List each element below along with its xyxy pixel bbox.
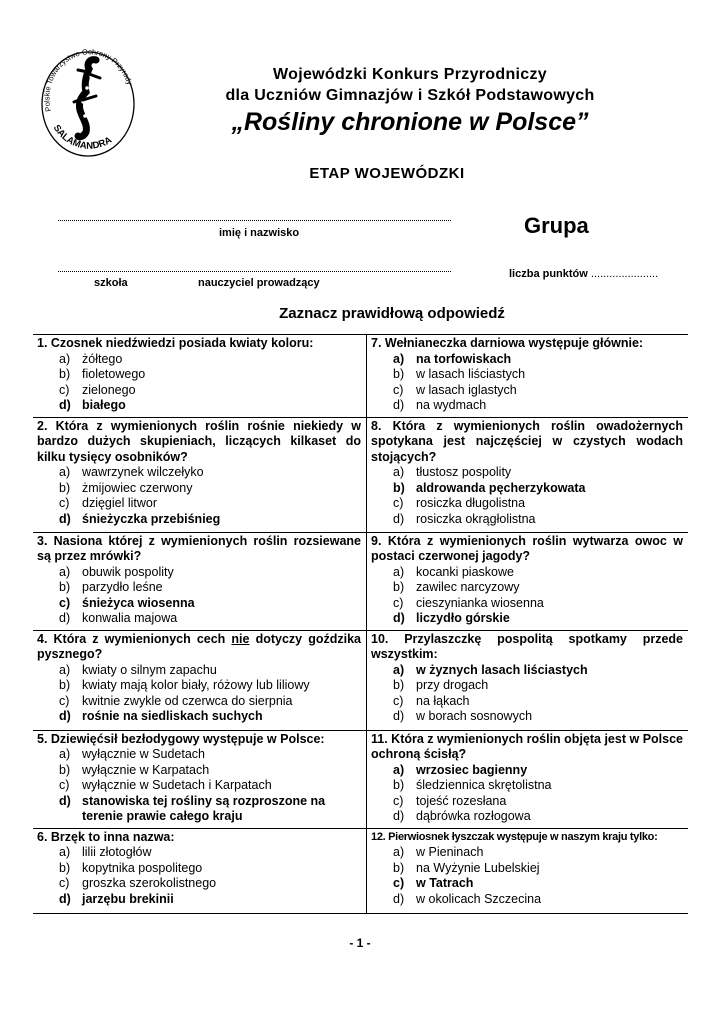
question-row bbox=[33, 730, 688, 828]
answer-option-correct[interactable] bbox=[371, 663, 683, 679]
option-text: w borach sosnowych bbox=[416, 709, 533, 723]
option-marker: d) bbox=[59, 709, 71, 723]
question-text: 12. Pierwiosnek łyszczak występuje w naszym kraju tylko: bbox=[371, 830, 658, 843]
option-text: liczydło górskie bbox=[416, 611, 510, 625]
answer-option[interactable] bbox=[371, 465, 683, 481]
question-text: 5. Dziewięćsił bezłodygowy występuje w Polsce: bbox=[37, 731, 325, 746]
answer-option[interactable] bbox=[371, 694, 683, 710]
option-marker: a) bbox=[393, 465, 405, 479]
question-cell bbox=[367, 730, 689, 828]
option-marker: d) bbox=[59, 398, 71, 412]
option-text: w lasach liściastych bbox=[416, 367, 526, 381]
instruction: Zaznacz prawidłową odpowiedź bbox=[279, 305, 505, 322]
option-text: wawrzynek wilczełyko bbox=[82, 465, 204, 479]
option-marker: d) bbox=[393, 511, 405, 526]
answer-option[interactable] bbox=[371, 892, 683, 908]
option-marker: d) bbox=[59, 793, 71, 808]
option-text: na Wyżynie Lubelskiej bbox=[416, 860, 540, 875]
option-marker: d) bbox=[393, 709, 405, 723]
option-marker: d) bbox=[59, 511, 71, 526]
option-marker: a) bbox=[59, 747, 71, 761]
answer-option-correct[interactable] bbox=[371, 763, 683, 779]
option-marker: c) bbox=[59, 382, 70, 397]
option-text: tojeść rozesłana bbox=[416, 793, 507, 808]
option-text: na łąkach bbox=[416, 693, 470, 708]
option-marker: c) bbox=[59, 778, 70, 792]
option-marker: c) bbox=[393, 693, 404, 708]
option-marker: c) bbox=[393, 595, 404, 610]
option-text: kwitnie zwykle od czerwca do sierpnia bbox=[82, 693, 293, 708]
option-text: rosiczka okrągłolistna bbox=[416, 511, 536, 526]
option-text: w okolicach Szczecina bbox=[416, 891, 542, 906]
answer-option[interactable] bbox=[37, 611, 361, 627]
option-marker: a) bbox=[59, 845, 71, 859]
answer-option[interactable] bbox=[37, 763, 361, 779]
question-cell bbox=[33, 828, 367, 913]
option-text: zawilec narcyzowy bbox=[416, 580, 520, 594]
option-text: obuwik pospolity bbox=[82, 564, 174, 579]
school-label: szkoła bbox=[94, 277, 128, 289]
answer-option[interactable] bbox=[371, 496, 683, 512]
option-text: groszka szerokolistnego bbox=[82, 876, 217, 890]
option-text: cieszynianka wiosenna bbox=[416, 595, 544, 610]
option-marker: c) bbox=[59, 693, 70, 708]
option-marker: c) bbox=[393, 793, 404, 808]
answer-option[interactable] bbox=[37, 678, 361, 694]
option-text: kwiaty o silnym zapachu bbox=[82, 662, 217, 677]
svg-text:SALAMANDRA: SALAMANDRA bbox=[50, 122, 114, 152]
option-marker: c) bbox=[393, 382, 404, 397]
question-row bbox=[33, 828, 688, 913]
points-dots: ...................... bbox=[590, 268, 659, 280]
option-text: kwiaty mają kolor biały, różowy lub liliowy bbox=[82, 678, 310, 692]
option-text: na torfowiskach bbox=[416, 351, 512, 366]
option-marker: b) bbox=[59, 480, 71, 495]
question-text-part: dotyczy goździka pysznego? bbox=[37, 631, 361, 661]
option-marker: d) bbox=[59, 611, 71, 625]
stage-label: ETAP WOJEWÓDZKI bbox=[309, 165, 465, 182]
option-text: dąbrówka rozłogowa bbox=[416, 809, 531, 823]
option-text: wyłącznie w Sudetach bbox=[82, 747, 205, 761]
answer-option-correct[interactable] bbox=[37, 709, 361, 725]
option-marker: a) bbox=[59, 351, 71, 366]
option-text: przy drogach bbox=[416, 678, 489, 692]
answer-option[interactable] bbox=[37, 383, 361, 399]
option-text: rosiczka długolistna bbox=[416, 496, 526, 510]
option-text: żółtego bbox=[82, 351, 123, 366]
answer-option[interactable] bbox=[37, 694, 361, 710]
option-marker: b) bbox=[59, 860, 71, 875]
answer-option[interactable] bbox=[371, 367, 683, 383]
answer-option[interactable] bbox=[371, 794, 683, 810]
option-marker: c) bbox=[59, 496, 70, 510]
question-row bbox=[33, 630, 688, 730]
option-marker: d) bbox=[393, 809, 405, 823]
contest-title: „Rośliny chronione w Polsce” bbox=[231, 108, 589, 136]
option-marker: b) bbox=[59, 678, 71, 692]
option-marker: c) bbox=[59, 595, 71, 610]
question-text: 10. Przylaszczkę pospolitą spotkamy przede wszystkim: bbox=[371, 631, 683, 661]
option-marker: b) bbox=[59, 367, 71, 381]
option-marker: d) bbox=[393, 611, 405, 625]
option-marker: a) bbox=[393, 564, 405, 579]
question-cell bbox=[367, 828, 689, 913]
question-text: 2. Która z wymienionych roślin rośnie niekiedy w bardzo dużych skupieniach, liczących kilkaset do kilku tysięcy osobników? bbox=[37, 418, 361, 464]
option-text: dzięgiel litwor bbox=[82, 496, 158, 510]
option-marker: a) bbox=[393, 762, 405, 777]
option-text: tłustosz pospolity bbox=[416, 465, 512, 479]
svg-text:Polskie Towarzystwo Ochrony Pr: Polskie Towarzystwo Ochrony Przyrody bbox=[42, 47, 135, 113]
answer-option[interactable] bbox=[37, 565, 361, 581]
option-text: śnieżyczka przebiśnieg bbox=[82, 511, 221, 526]
option-marker: a) bbox=[393, 662, 405, 677]
answer-option[interactable] bbox=[371, 398, 683, 414]
contest-heading bbox=[150, 64, 670, 106]
answer-option[interactable] bbox=[371, 596, 683, 612]
option-marker: b) bbox=[393, 580, 405, 594]
answer-option-correct[interactable] bbox=[37, 892, 361, 908]
question-text: 6. Brzęk to inna nazwa: bbox=[37, 829, 175, 844]
question-cell bbox=[367, 532, 689, 630]
points-label: liczba punktów bbox=[509, 268, 588, 280]
option-marker: a) bbox=[393, 351, 405, 366]
option-marker: a) bbox=[59, 465, 71, 479]
answer-option[interactable] bbox=[37, 861, 361, 877]
option-marker: c) bbox=[393, 496, 404, 510]
option-text: na wydmach bbox=[416, 398, 487, 412]
question-text: 9. Która z wymienionych roślin wytwarza owoc w postaci czerwonej jagody? bbox=[371, 533, 683, 563]
question-text: 1. Czosnek niedźwiedzi posiada kwiaty koloru: bbox=[37, 336, 314, 350]
option-text: białego bbox=[82, 398, 126, 412]
option-text: wyłącznie w Karpatach bbox=[82, 762, 210, 777]
answer-option[interactable] bbox=[37, 367, 361, 383]
answer-option[interactable] bbox=[37, 580, 361, 596]
questions-table bbox=[33, 334, 688, 914]
option-marker: b) bbox=[59, 580, 71, 594]
answer-option[interactable] bbox=[371, 778, 683, 794]
school-teacher-line[interactable] bbox=[58, 271, 451, 272]
answer-option[interactable] bbox=[37, 481, 361, 497]
option-marker: a) bbox=[59, 662, 71, 677]
answer-option[interactable] bbox=[371, 580, 683, 596]
option-text: śledziennica skrętolistna bbox=[416, 778, 552, 792]
option-text: wrzosiec bagienny bbox=[416, 762, 528, 777]
option-text: jarzębu brekinii bbox=[82, 891, 174, 906]
question-text: 7. Wełnianeczka darniowa występuje głównie: bbox=[371, 336, 644, 350]
option-text: wyłącznie w Sudetach i Karpatach bbox=[82, 778, 272, 792]
answer-option[interactable] bbox=[37, 496, 361, 512]
name-label: imię i nazwisko bbox=[219, 227, 300, 239]
option-text: konwalia majowa bbox=[82, 611, 178, 625]
option-text: stanowiska tej rośliny są rozproszone na terenie prawie całego kraju bbox=[82, 793, 326, 823]
option-marker: d) bbox=[393, 398, 405, 412]
option-marker: b) bbox=[393, 367, 405, 381]
option-marker: d) bbox=[393, 891, 405, 906]
option-marker: d) bbox=[59, 891, 71, 906]
answer-option[interactable] bbox=[37, 876, 361, 892]
option-marker: b) bbox=[393, 678, 405, 692]
group-label: Grupa bbox=[524, 213, 589, 238]
question-text bbox=[37, 632, 361, 663]
question-cell bbox=[367, 417, 689, 532]
answer-option-correct[interactable] bbox=[37, 398, 361, 414]
question-cell bbox=[33, 730, 367, 828]
answer-option[interactable] bbox=[371, 809, 683, 825]
answer-option[interactable] bbox=[371, 709, 683, 725]
question-text-part: 4. Która z wymienionych cech bbox=[37, 631, 232, 646]
question-cell bbox=[33, 417, 367, 532]
answer-option-correct[interactable] bbox=[371, 876, 683, 892]
option-text: parzydło leśne bbox=[82, 580, 163, 594]
option-text: rośnie na siedliskach suchych bbox=[82, 709, 263, 723]
option-text: lilii złotogłów bbox=[82, 845, 152, 859]
answer-option[interactable] bbox=[371, 678, 683, 694]
heading-line-1: Wojewódzki Konkurs Przyrodniczy bbox=[273, 66, 547, 83]
option-text: kocanki piaskowe bbox=[416, 564, 514, 579]
option-marker: b) bbox=[393, 480, 405, 495]
answer-option-correct[interactable] bbox=[371, 611, 683, 627]
option-marker: b) bbox=[59, 762, 71, 777]
page-number: - 1 - bbox=[349, 936, 371, 950]
answer-option-correct[interactable] bbox=[371, 481, 683, 497]
option-text: w lasach iglastych bbox=[416, 382, 517, 397]
question-text: 3. Nasiona której z wymienionych roślin rozsiewane są przez mrówki? bbox=[37, 533, 361, 563]
answer-option-correct[interactable] bbox=[37, 596, 361, 612]
question-row bbox=[33, 532, 688, 630]
question-cell bbox=[33, 532, 367, 630]
heading-line-2: dla Uczniów Gimnazjów i Szkół Podstawowych bbox=[225, 87, 595, 104]
option-text: śnieżyca wiosenna bbox=[82, 595, 195, 610]
name-line[interactable] bbox=[58, 220, 451, 221]
option-marker: a) bbox=[393, 845, 405, 859]
option-text: aldrowanda pęcherzykowata bbox=[416, 480, 586, 495]
option-text: fioletowego bbox=[82, 367, 146, 381]
answer-option-correct[interactable] bbox=[37, 794, 361, 825]
question-cell bbox=[367, 630, 689, 730]
option-marker: b) bbox=[393, 860, 405, 875]
option-text: w Tatrach bbox=[416, 876, 474, 890]
option-text: w żyznych lasach liściastych bbox=[416, 662, 588, 677]
option-marker: c) bbox=[59, 876, 70, 890]
option-marker: c) bbox=[393, 876, 405, 890]
answer-option[interactable] bbox=[37, 778, 361, 794]
question-text: 11. Która z wymienionych roślin objęta jest w Polsce ochroną ścisłą? bbox=[371, 731, 683, 761]
answer-option[interactable] bbox=[371, 861, 683, 877]
option-marker: b) bbox=[393, 778, 405, 792]
question-row bbox=[33, 417, 688, 532]
question-cell bbox=[33, 335, 367, 418]
answer-option[interactable] bbox=[371, 565, 683, 581]
option-text: w Pieninach bbox=[416, 845, 484, 859]
option-text: zielonego bbox=[82, 382, 136, 397]
question-text: 8. Która z wymienionych roślin owadożernych spotykana jest najczęściej w czystych wodach stojących? bbox=[371, 418, 683, 464]
answer-option[interactable] bbox=[37, 845, 361, 861]
teacher-label: nauczyciel prowadzący bbox=[198, 277, 320, 289]
question-cell bbox=[367, 335, 689, 418]
points-field[interactable] bbox=[509, 268, 658, 280]
answer-option[interactable] bbox=[371, 383, 683, 399]
underlined-word: nie bbox=[231, 631, 250, 646]
answer-option[interactable] bbox=[37, 352, 361, 368]
answer-option-correct[interactable] bbox=[371, 352, 683, 368]
question-cell bbox=[33, 630, 367, 730]
option-text: kopytnika pospolitego bbox=[82, 860, 203, 875]
answer-option[interactable] bbox=[371, 845, 683, 861]
option-marker: a) bbox=[59, 564, 71, 579]
salamandra-logo bbox=[38, 40, 138, 160]
answer-option[interactable] bbox=[37, 747, 361, 763]
question-row bbox=[33, 335, 688, 418]
answer-option[interactable] bbox=[37, 465, 361, 481]
answer-option[interactable] bbox=[37, 663, 361, 679]
answer-option-correct[interactable] bbox=[37, 512, 361, 528]
answer-option[interactable] bbox=[371, 512, 683, 528]
option-text: żmijowiec czerwony bbox=[82, 480, 193, 495]
